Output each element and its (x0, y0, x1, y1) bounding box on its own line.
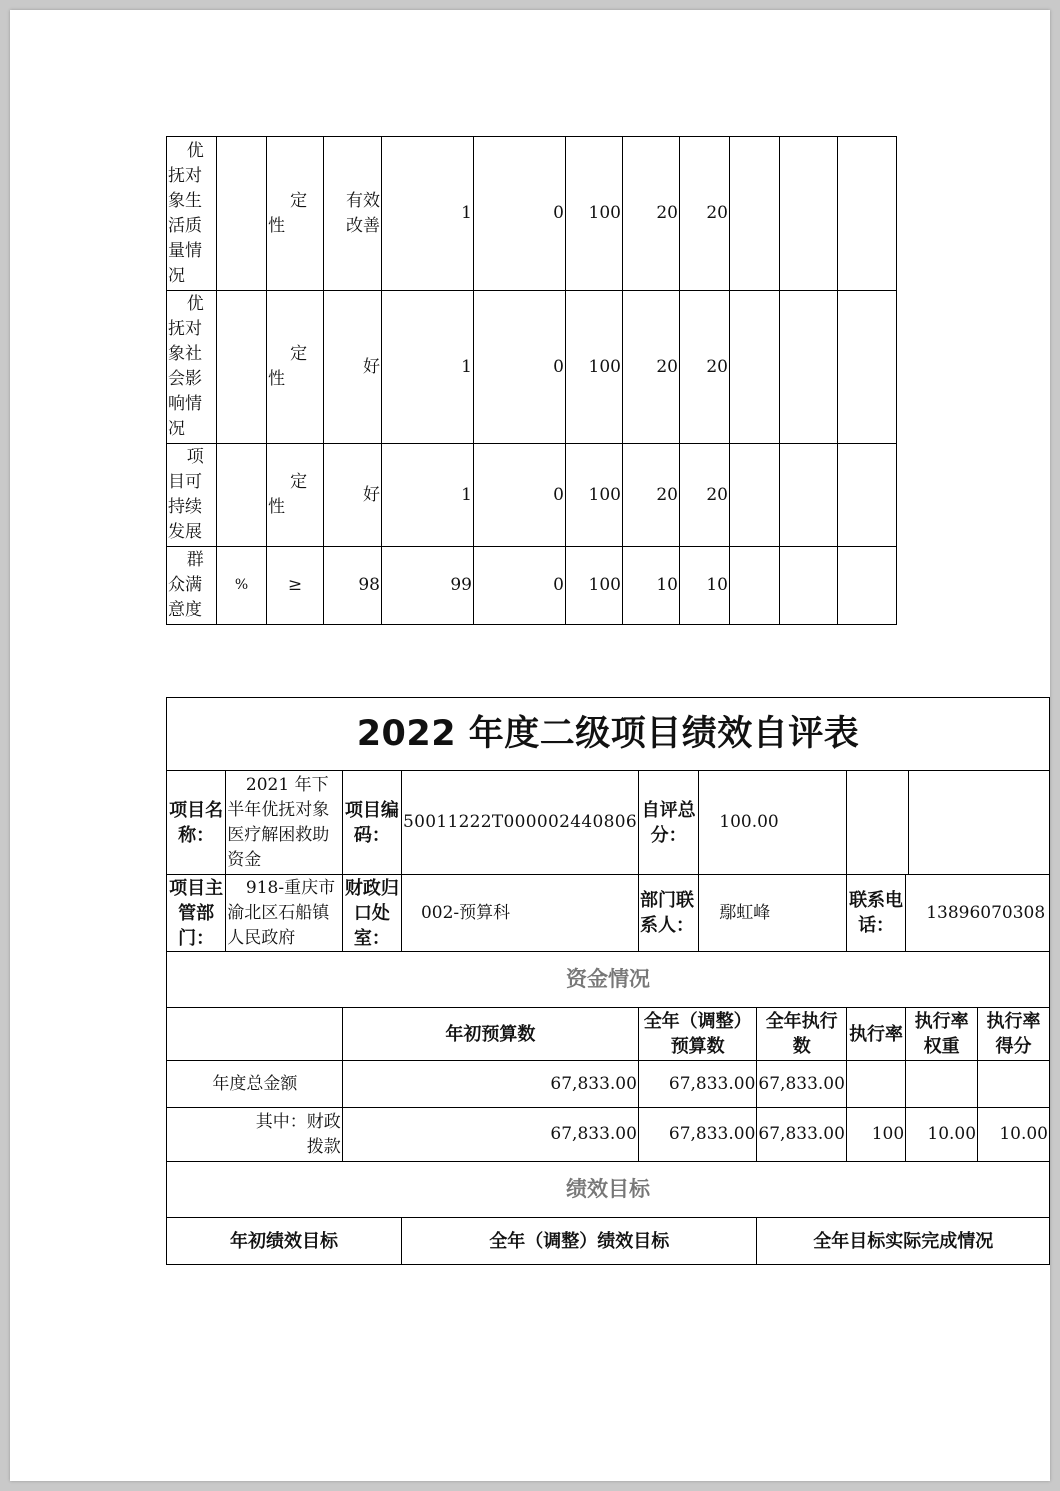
funds-initial: 67,833.00 (342, 1061, 638, 1108)
self-score: 100.00 (699, 771, 847, 875)
indicator-score: 10 (680, 547, 730, 625)
indicator-row (167, 547, 897, 625)
funds-section-title: 资金情况 (167, 952, 1050, 1008)
project-name: 2021 年下半年优抚对象医疗解困救助资金 (226, 771, 343, 875)
empty-cell (846, 771, 1049, 875)
indicator-actual: 1 (382, 137, 474, 291)
contact-label: 部门联系人： (638, 875, 698, 952)
indicator-score: 20 (680, 444, 730, 547)
indicator-row (167, 291, 897, 444)
empty-cell (780, 444, 838, 547)
indicator-unit (217, 137, 267, 291)
indicator-rate: 100 (566, 547, 623, 625)
project-code-label: 项目编码： (342, 771, 401, 875)
phone: 13896070308 (906, 875, 1050, 952)
dept-info-row (167, 875, 1050, 952)
perf-header-adjusted: 全年（调整）绩效目标 (401, 1218, 756, 1265)
funds-rate (846, 1061, 905, 1108)
perf-section-title: 绩效目标 (167, 1162, 1050, 1218)
dept: 918-重庆市渝北区石船镇人民政府 (226, 875, 343, 952)
indicator-unit (217, 291, 267, 444)
indicator-weight: 20 (623, 137, 680, 291)
funds-score (978, 1061, 1050, 1108)
empty-cell (838, 547, 897, 625)
empty-cell (730, 137, 780, 291)
empty-cell (780, 291, 838, 444)
project-code: 50011222T000002440806 (401, 771, 638, 875)
funds-section-row (167, 952, 1050, 1008)
project-name-label: 项目名称： (167, 771, 226, 875)
finance-office-label: 财政归口处室： (342, 875, 401, 952)
self-evaluation-form (166, 697, 1050, 1265)
funds-adjusted: 67,833.00 (638, 1108, 756, 1162)
funds-header-rate: 执行率 (846, 1008, 905, 1061)
indicator-actual: 1 (382, 291, 474, 444)
funds-adjusted: 67,833.00 (638, 1061, 756, 1108)
title-row (167, 698, 1050, 771)
funds-header-row (167, 1008, 1050, 1061)
indicator-target-text: 有效改善 (346, 190, 380, 236)
empty-cell (780, 137, 838, 291)
form-title: 2022 年度二级项目绩效自评表 (167, 698, 1050, 771)
perf-header-initial: 年初绩效目标 (167, 1218, 402, 1265)
empty-cell (730, 291, 780, 444)
funds-header-weight: 执行率权重 (906, 1008, 978, 1061)
funds-header-initial: 年初预算数 (342, 1008, 638, 1061)
self-score-label: 自评总分： (638, 771, 698, 875)
indicator-name: 群众满意度 (167, 547, 217, 625)
indicator-unit (217, 444, 267, 547)
indicator-table (166, 136, 897, 625)
funds-weight: 10.00 (906, 1108, 978, 1162)
funds-row-label-text: 其中：财政拨款 (255, 1111, 341, 1157)
indicator-target: 98 (324, 547, 382, 625)
indicator-operator: 定性 (267, 291, 324, 444)
indicator-rate: 100 (566, 444, 623, 547)
empty-cell (167, 1008, 343, 1061)
indicator-target (324, 137, 382, 291)
phone-label: 联系电话： (846, 875, 905, 952)
indicator-weight: 20 (623, 444, 680, 547)
funds-header-adjusted: 全年（调整）预算数 (638, 1008, 756, 1061)
funds-row (167, 1061, 1050, 1108)
indicator-unit: % (217, 547, 267, 625)
contact: 鄢虹峰 (699, 875, 847, 952)
indicator-score: 20 (680, 291, 730, 444)
funds-row-label: 年度总金额 (167, 1061, 343, 1108)
funds-row-label (167, 1108, 343, 1162)
indicator-name: 项目可持续发展 (167, 444, 217, 547)
funds-header-score: 执行率得分 (978, 1008, 1050, 1061)
indicator-operator: 定性 (267, 444, 324, 547)
project-info-row (167, 771, 1050, 875)
finance-office: 002-预算科 (401, 875, 638, 952)
funds-executed: 67,833.00 (757, 1061, 847, 1108)
perf-section-row (167, 1162, 1050, 1218)
indicator-score: 20 (680, 137, 730, 291)
empty-cell (838, 444, 897, 547)
indicator-target: 好 (324, 291, 382, 444)
indicator-row (167, 137, 897, 291)
perf-header-actual: 全年目标实际完成情况 (757, 1218, 1050, 1265)
funds-score: 10.00 (978, 1108, 1050, 1162)
indicator-deviation: 0 (474, 444, 566, 547)
indicator-rate: 100 (566, 291, 623, 444)
indicator-row (167, 444, 897, 547)
indicator-rate: 100 (566, 137, 623, 291)
indicator-deviation: 0 (474, 137, 566, 291)
document-page (10, 10, 1050, 1481)
indicator-actual: 1 (382, 444, 474, 547)
perf-header-row (167, 1218, 1050, 1265)
indicator-operator: ≥ (267, 547, 324, 625)
funds-rate: 100 (846, 1108, 905, 1162)
indicator-operator: 定性 (267, 137, 324, 291)
funds-weight (906, 1061, 978, 1108)
indicator-actual: 99 (382, 547, 474, 625)
indicator-weight: 20 (623, 291, 680, 444)
indicator-deviation: 0 (474, 291, 566, 444)
empty-cell (730, 547, 780, 625)
funds-row (167, 1108, 1050, 1162)
indicator-target: 好 (324, 444, 382, 547)
empty-cell (838, 137, 897, 291)
indicator-name: 优抚对象社会影响情况 (167, 291, 217, 444)
funds-initial: 67,833.00 (342, 1108, 638, 1162)
empty-cell (730, 444, 780, 547)
dept-label: 项目主管部门： (167, 875, 226, 952)
indicator-deviation: 0 (474, 547, 566, 625)
indicator-weight: 10 (623, 547, 680, 625)
empty-cell (780, 547, 838, 625)
empty-cell (838, 291, 897, 444)
funds-executed: 67,833.00 (757, 1108, 847, 1162)
indicator-name: 优抚对象生活质量情况 (167, 137, 217, 291)
funds-header-executed: 全年执行数 (757, 1008, 847, 1061)
